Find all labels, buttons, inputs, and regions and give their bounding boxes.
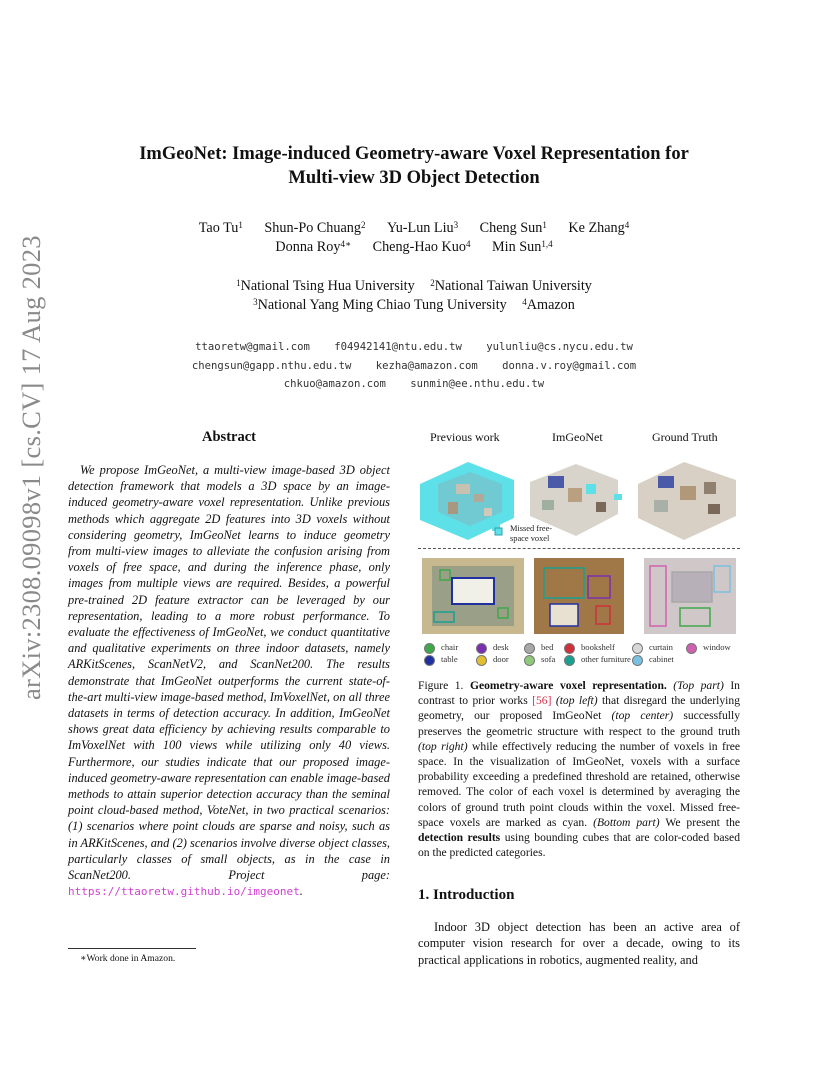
caption-bottom-part: (Bottom part) xyxy=(593,815,660,829)
authors-line-1 xyxy=(60,219,768,237)
emails-line-2 xyxy=(60,357,768,376)
author: Shun-Po Chuang$^2$ xyxy=(264,220,366,236)
abstract-end: . xyxy=(299,884,303,899)
abstract-heading-wrap xyxy=(68,429,390,446)
caption-top-left: (top left) xyxy=(555,694,598,708)
legend-swatch-window xyxy=(686,643,697,654)
caption-top-right: (top right) xyxy=(418,739,468,753)
detection-scene-3 xyxy=(644,558,736,634)
affiliation: $^1$National Tsing Hua University xyxy=(236,278,415,294)
legend-swatch-bed xyxy=(524,643,535,654)
legend-curtain: curtain xyxy=(632,642,673,654)
legend-swatch-door xyxy=(476,655,487,666)
project-page-link[interactable]: https://ttaoretw.github.io/imgeonet xyxy=(68,885,300,899)
legend-swatch-curtain xyxy=(632,643,643,654)
title-line-1: ImGeoNet: Image-induced Geometry-aware Voxel Representation for xyxy=(139,144,689,164)
email: sunmin@ee.nthu.edu.tw xyxy=(410,378,545,390)
caption-text: successfully preserves the geometric structure with respect to the ground truth xyxy=(418,709,740,738)
legend-bookshelf: bookshelf xyxy=(564,642,615,654)
affiliation: $^4$Amazon xyxy=(522,297,575,313)
voxel-panels xyxy=(418,454,740,546)
author: Ke Zhang$^4$ xyxy=(568,220,630,236)
figure-1 xyxy=(418,430,740,666)
citation-link[interactable]: [56] xyxy=(532,694,552,708)
title-line-2: Multi-view 3D Object Detection xyxy=(288,168,540,188)
legend-chair: chair xyxy=(424,642,458,654)
legend-swatch-desk xyxy=(476,643,487,654)
detection-scene-2 xyxy=(534,558,624,634)
author: Cheng Sun$^1$ xyxy=(479,220,547,236)
authors-line-2 xyxy=(60,238,768,256)
email: donna.v.roy@gmail.com xyxy=(502,360,637,372)
figure-divider xyxy=(418,548,740,549)
caption-text: while effectively reducing the number of voxels in free space. In the visualization of ImGeoNet, voxels with a surface probability exceeding a predefined threshold are retained, otherwise removed. The color of each voxel is determined by averaging the colors of ground truth point clouds within the voxel. Missed free-space voxels are marked as cyan. xyxy=(418,739,741,829)
caption-top-center: (top center) xyxy=(611,709,674,723)
intro-heading: 1. Introduction xyxy=(418,887,515,903)
legend-swatch-other-furniture xyxy=(564,655,575,666)
legend-swatch-table xyxy=(424,655,435,666)
email: chkuo@amazon.com xyxy=(283,378,386,390)
legend-swatch-bookshelf xyxy=(564,643,575,654)
paper-title xyxy=(60,142,768,190)
figure-caption xyxy=(418,678,740,860)
intro-heading-wrap xyxy=(418,887,514,904)
caption-text: In contrast to prior works xyxy=(418,679,740,708)
abstract-heading: Abstract xyxy=(202,429,256,445)
email: yulunliu@cs.nycu.edu.tw xyxy=(486,341,633,353)
email: chengsun@gapp.nthu.edu.tw xyxy=(191,360,352,372)
ground-truth-voxels xyxy=(638,462,736,540)
caption-title: Geometry-aware voxel representation. xyxy=(469,679,667,692)
author: Donna Roy$^{4∗}$ xyxy=(275,239,352,255)
affiliation: $^2$National Taiwan University xyxy=(430,278,592,294)
emails-line-3 xyxy=(60,375,768,394)
legend-door: door xyxy=(476,654,509,666)
abstract-body xyxy=(68,462,390,900)
author: Tao Tu$^1$ xyxy=(198,220,243,236)
author: Min Sun$^{1,4}$ xyxy=(492,239,553,255)
detection-panels xyxy=(418,556,740,636)
caption-label: Figure 1. xyxy=(418,679,464,692)
missed-voxel-label: Missed free- space voxel xyxy=(510,524,553,543)
caption-top-part: (Top part) xyxy=(673,679,724,692)
col-imgeonet: ImGeoNet xyxy=(552,430,603,444)
intro-body xyxy=(418,919,740,968)
affiliations-line-2 xyxy=(60,296,768,315)
author: Cheng-Hao Kuo$^4$ xyxy=(372,239,471,255)
arxiv-stamp: arXiv:2308.09098v1 [cs.CV] 17 Aug 2023 xyxy=(16,235,46,700)
caption-text: using bounding cubes that are color-coded based on the predicted categories. xyxy=(418,831,740,860)
caption-text: that disregard the underlying geometry, our proposed ImGeoNet xyxy=(418,694,740,723)
abstract-text: We propose ImGeoNet, a multi-view image-based 3D object detection framework that models a 3D space by an image-induced geometry-aware voxel representation. Unlike previous methods which aggregate 2D features into 3D voxels without considering geometry, ImGeoNet learns to induce geometry from multi-view images to alleviate the confusion arising from voxels of free space, and during the inference phase, only images from multiple views are required. Besides, a powerful pre-trained 2D feature extractor can be leveraged by our representation, leading to a more robust performance. To evaluate the effectiveness of ImGeoNet, we conduct quantitative and qualitative experiments on three indoor datasets, namely ARKitScenes, ScanNetV2, and ScanNet200. The results demonstrate that ImGeoNet outperforms the current state-of-the-art multi-view image-based method, ImVoxelNet, on all three datasets in terms of detection accuracy. In addition, ImGeoNet shows great data efficiency by achieving results comparable to ImVoxelNet with 100 views while utilizing only 40 views. Furthermore, our studies indicate that our proposed image-induced geometry-aware representation can enable image-based methods to attain superior detection accuracy than the seminal point cloud-based method, VoteNet, in two practical scenarios: (1) scenarios where point clouds are sparse and noisy, such as in ARKitScenes, and (2) scenarios involve diverse object classes, particularly classes of small objects, as in the case in ScanNet200. Project page: xyxy=(68,463,390,883)
legend-swatch-cabinet xyxy=(632,655,643,666)
legend-window: window xyxy=(686,642,731,654)
email: ttaoretw@gmail.com xyxy=(195,341,310,353)
col-previous-work: Previous work xyxy=(430,430,500,444)
email: kezha@amazon.com xyxy=(375,360,478,372)
caption-detection-results: detection results xyxy=(418,831,501,845)
missed-voxel-marker xyxy=(495,528,502,535)
affiliation: $^3$National Yang Ming Chiao Tung University xyxy=(253,297,507,313)
col-ground-truth: Ground Truth xyxy=(652,430,718,444)
legend-swatch-sofa xyxy=(524,655,535,666)
emails-line-1 xyxy=(60,338,768,357)
legend-swatch-chair xyxy=(424,643,435,654)
legend-table: table xyxy=(424,654,458,666)
intro-text: Indoor 3D object detection has been an active area of computer vision research for over a decade, owing to its practical applications in robotics, augmented reality, and xyxy=(418,920,740,967)
legend-desk: desk xyxy=(476,642,509,654)
author: Yu-Lun Liu$^3$ xyxy=(387,220,459,236)
legend-cabinet: cabinet xyxy=(632,654,674,666)
email: f04942141@ntu.edu.tw xyxy=(334,341,462,353)
caption-text: We present the xyxy=(659,815,741,829)
footnote: ∗Work done in Amazon. xyxy=(80,953,176,964)
detection-scene-1 xyxy=(422,558,524,634)
footnote-rule xyxy=(68,948,196,949)
legend-sofa: sofa xyxy=(524,654,555,666)
affiliations-line-1 xyxy=(60,277,768,296)
legend-other-furniture: other furniture xyxy=(564,654,631,666)
legend-bed: bed xyxy=(524,642,553,654)
